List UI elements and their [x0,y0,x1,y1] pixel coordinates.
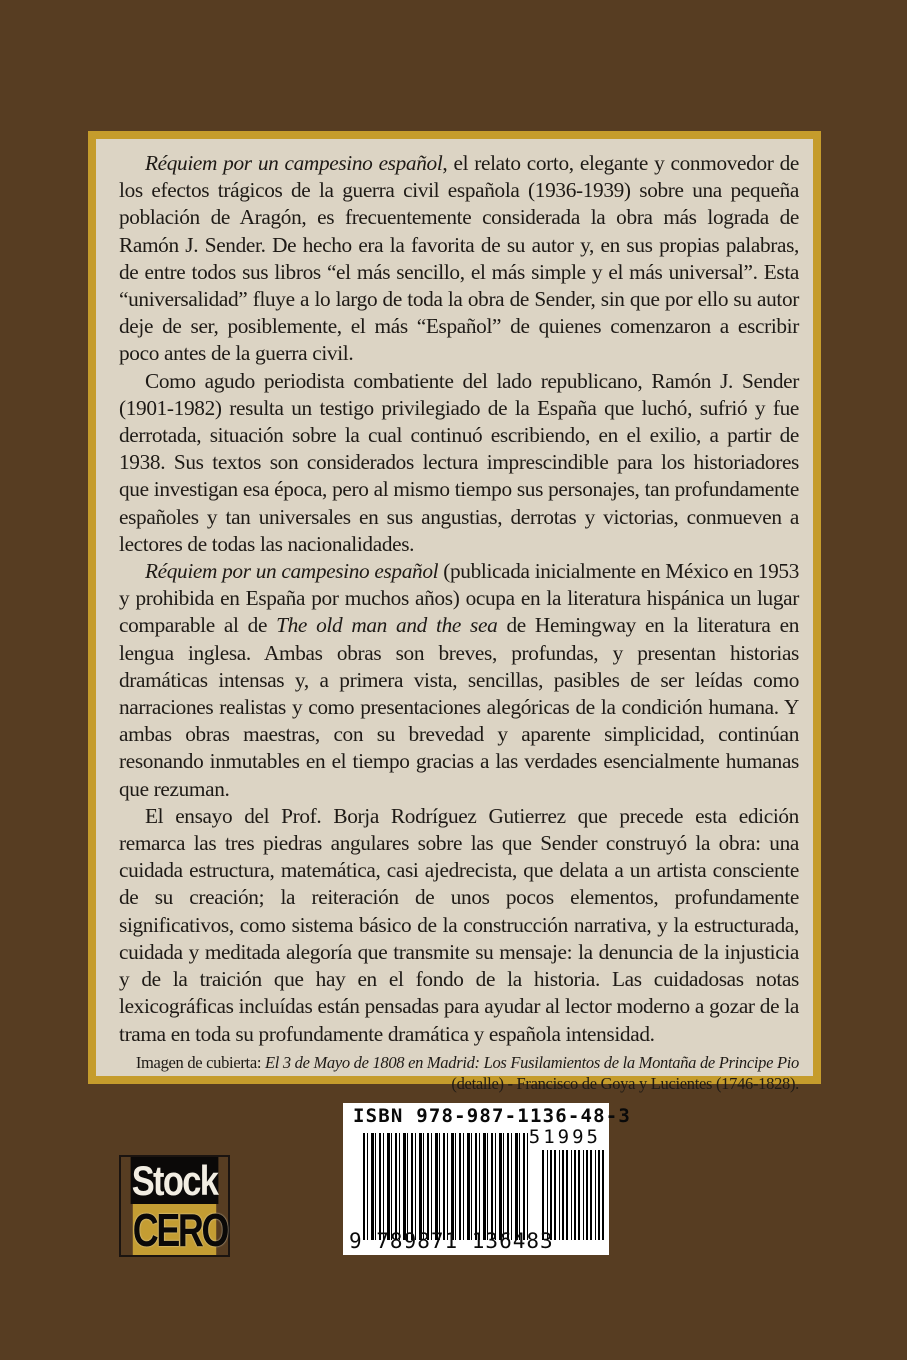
ean-digits: 9 789871 136483 [349,1229,554,1253]
blurb-paragraph-3: Réquiem por un campesino español (publicada inicialmente en México en 1953 y prohibida en España por muchos años) ocupa en la literatura hispánica un lugar comparable al de The old man and the sea de Hemingway en la literatura en lengua inglesa. Ambas obras son breves, profundas, y presentan historias dramáticas intensas y, a primera vista, sencillas, pasibles de ser leídas como narraciones realistas y como presentaciones alegóricas de la condición humana. Y ambas obras maestras, con su brevedad y aparente simplicidad, continúan resonando inmutables en el tiempo gracias a las verdades esencialmente humanas que rezuman. [119,559,799,801]
blurb-panel [88,131,821,1093]
publisher-logo-top: Stock [131,1157,218,1204]
price-code: 51995 [528,1126,601,1148]
book-title-italic: Réquiem por un campesino español [145,151,443,175]
blurb-paragraph-4: El ensayo del Prof. Borja Rodríguez Gutierrez que precede esta edición remarca las tres piedras angulares sobre las que Sender construyó la obra: una cuidada estructura, matemática, casi ajedrecista, que delata a un artista consciente de su creación; la reiteración de unos pocos elementos, profundamente significativos, como sistema básico de la construcción narrativa, y la estructurada, cuidada y meditada alegoría que transmite su mensaje: la denuncia de la injusticia y de la traición que hay en el fondo de la historia. Las cuidadosas notas lexicográficas incluídas están pensadas para ayudar al lector moderno a gozar de la trama en toda su profundamente dramática y española intensidad. [119,803,799,1046]
barcode-main-bars [363,1133,528,1240]
cover-image-credit: Imagen de cubierta: El 3 de Mayo de 1808 en Madrid: Los Fusilamientos de la Montaña de Principe Pio (detalle) - Francisco de Goya y Lucientes (1746-1828). [135,1052,799,1093]
book-title-italic: Réquiem por un campesino español [145,559,439,584]
isbn-label: ISBN 978-987-1136-48-3 [353,1105,632,1127]
isbn-barcode [343,1103,632,1255]
hemingway-title-italic: The old man and the sea [276,613,498,638]
publisher-logo-bottom: CERO [132,1204,228,1256]
blurb-paragraph-2: Como agudo periodista combatiente del lado republicano, Ramón J. Sender (1901-1982) resulta un testigo privilegiado de la España que luchó, sufrió y fue derrotada, situación sobre la cual continuó escribiendo, en el exilio, a partir de 1938. Sus textos son considerados lectura imprescindible para los historiadores que investigan esa época, pero al mismo tiempo sus personajes, tan profundamente españoles y tan universales en sus angustias, derrotas y victorias, conmueven a lectores de todas las nacionalidades. [119,368,799,556]
publisher-logo [119,1155,230,1257]
blurb-paragraph-1: Réquiem por un campesino español, el relato corto, elegante y conmovedor de los efectos trágicos de la guerra civil española (1936-1939) sobre una pequeña población de Aragón, es frecuentemente considerada la obra más lograda de Ramón J. Sender. De hecho era la favorita de su autor y, en sus propias palabras, de entre todos sus libros “el más sencillo, el más simple y el más universal”. Esta “universalidad” fluye a lo largo de toda la obra de Sender, sin que por ello su autor deje de ser, posiblemente, el más “Español” de quienes comenzaron a escribir poco antes de la guerra civil. [119,151,799,366]
blurb-panel-inner [96,139,813,1093]
barcode-addon-bars [542,1150,604,1240]
